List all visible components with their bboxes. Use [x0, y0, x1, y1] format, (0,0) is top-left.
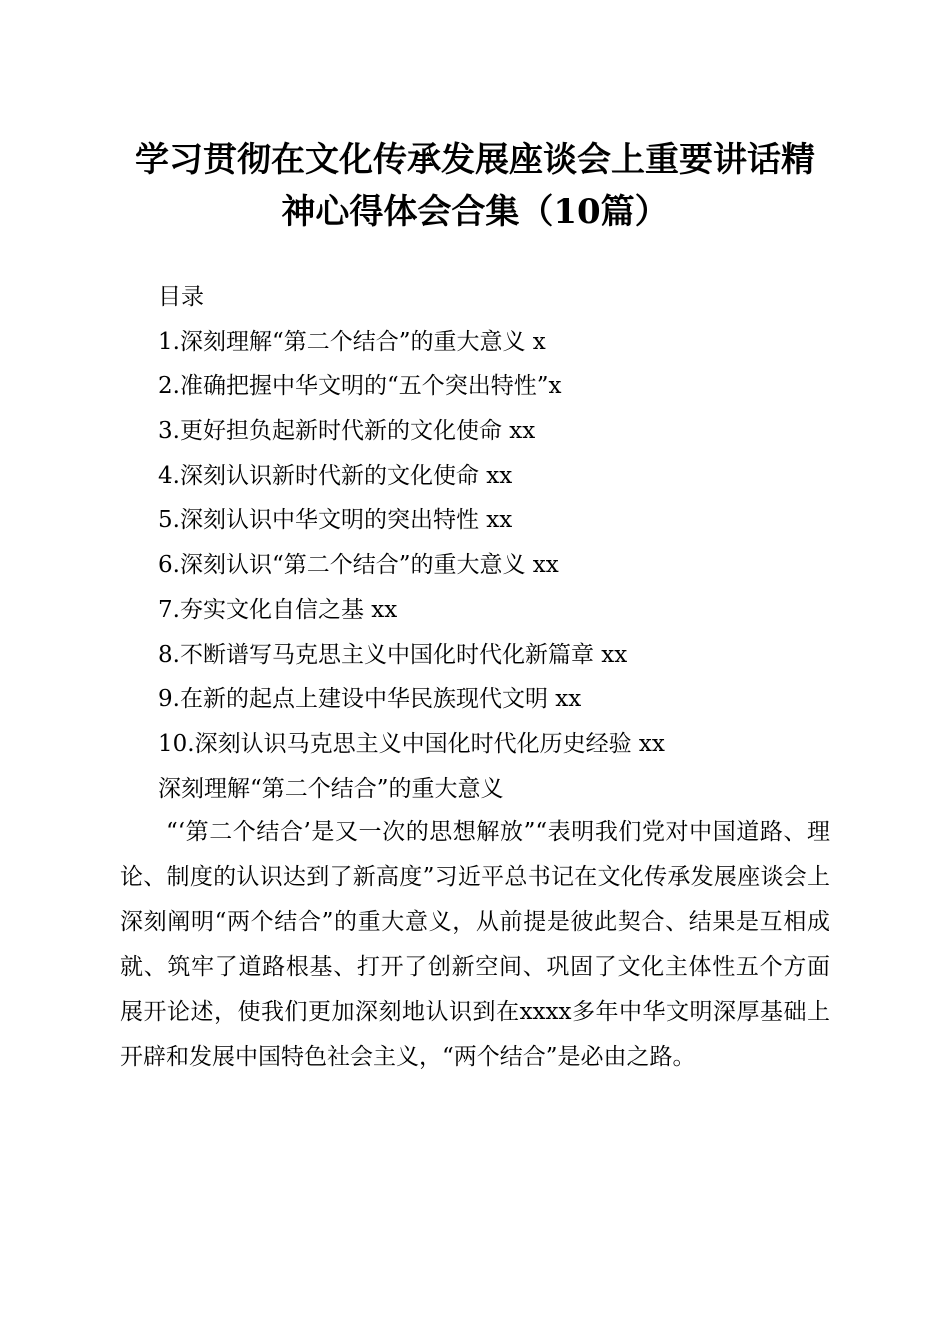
toc-item: 8.不断谱写马克思主义中国化时代化新篇章 xx	[158, 641, 628, 668]
toc-item: 2.准确把握中华文明的“五个突出特性”x	[158, 373, 562, 400]
toc-item: 9.在新的起点上建设中华民族现代文明 xx	[158, 686, 582, 713]
toc-heading: 目录	[158, 284, 204, 310]
toc-item: 6.深刻认识“第二个结合”的重大意义 xx	[158, 552, 559, 579]
toc-item: 3.更好担负起新时代新的文化使命 xx	[158, 418, 536, 445]
toc-item: 10.深刻认识马克思主义中国化时代化历史经验 xx	[158, 730, 665, 757]
toc-item: 5.深刻认识中华文明的突出特性 xx	[158, 507, 513, 534]
toc-item: 7.夯实文化自信之基 xx	[158, 596, 398, 623]
table-of-contents	[158, 275, 848, 811]
section-heading: 深刻理解“第二个结合”的重大意义	[158, 775, 504, 802]
toc-item: 1.深刻理解“第二个结合”的重大意义 x	[158, 328, 546, 355]
title-line-2: 神心得体会合集（10篇）	[281, 192, 669, 232]
toc-item: 4.深刻认识新时代新的文化使命 xx	[158, 462, 513, 489]
title-line-1: 学习贯彻在文化传承发展座谈会上重要讲话精	[135, 140, 815, 180]
body-paragraph: “‘第二个结合’是又一次的思想解放”“表明我们党对中国道路、理论、制度的认识达到了新高度”习近平总书记在文化传承发展座谈会上深刻阐明“两个结合”的重大意义，从前提是彼此契合、结果是互相成就、筑牢了道路根基、打开了创新空间、巩固了文化主体性五个方面展开论述，使我们更加深刻地认识到在xxxx多年中华文明深厚基础上开辟和发展中国特色社会主义，“两个结合”是必由之路。	[120, 819, 830, 1070]
document-title	[100, 134, 850, 238]
